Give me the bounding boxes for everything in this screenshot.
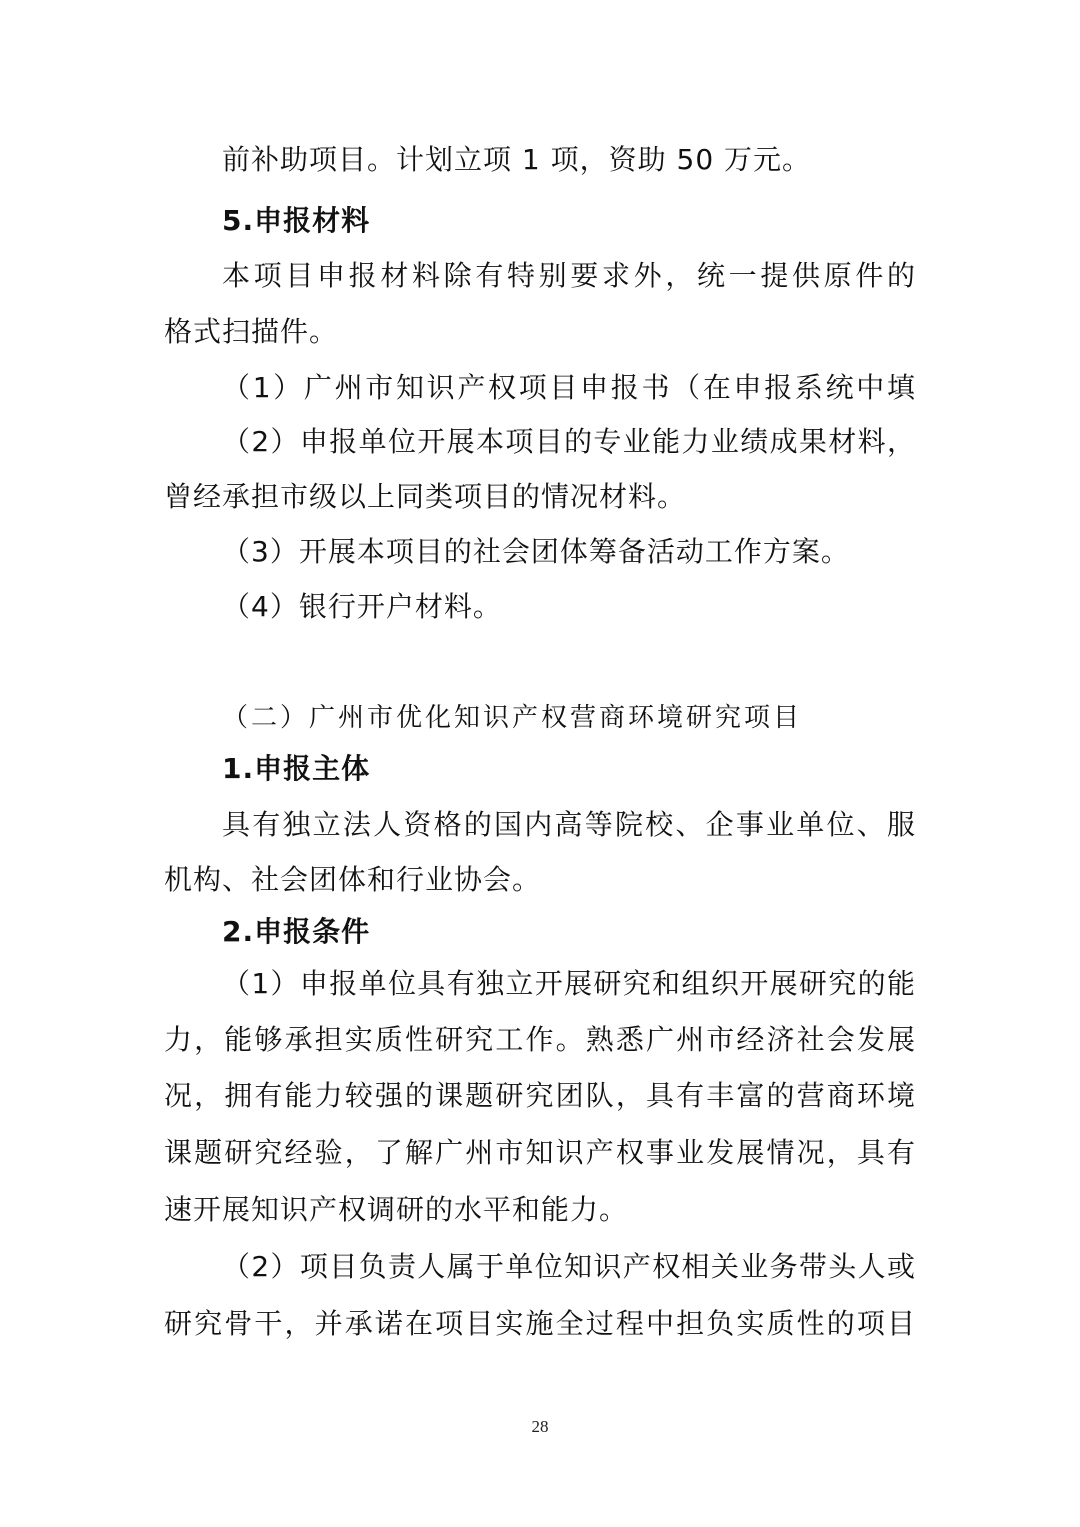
paragraph-line: 机构、社会团体和行业协会。: [164, 863, 542, 896]
paragraph-line: 格式扫描件。: [164, 315, 339, 348]
heading-application-materials: 5.申报材料: [222, 204, 371, 237]
paragraph-line: 课题研究经验，了解广州市知识产权事业发展情况，具有: [164, 1136, 916, 1169]
list-item: （1）广州市知识产权项目申报书（在申报系统中填: [222, 371, 916, 404]
heading-application-conditions: 2.申报条件: [222, 915, 371, 948]
heading-applicant: 1.申报主体: [222, 752, 371, 785]
paragraph-line: 前补助项目。计划立项 1 项，资助 50 万元。: [222, 143, 812, 176]
paragraph-line: 具有独立法人资格的国内高等院校、企事业单位、服: [222, 808, 916, 841]
paragraph-line: 本项目申报材料除有特别要求外，统一提供原件的: [222, 259, 916, 292]
paragraph-line: 曾经承担市级以上同类项目的情况材料。: [164, 480, 687, 513]
list-item: （1）申报单位具有独立开展研究和组织开展研究的能: [222, 967, 916, 1000]
page-number: 28: [531, 1417, 549, 1436]
paragraph-line: 速开展知识产权调研的水平和能力。: [164, 1193, 629, 1226]
list-item: （4）银行开户材料。: [222, 590, 502, 623]
list-item: （2）项目负责人属于单位知识产权相关业务带头人或: [222, 1250, 916, 1283]
paragraph-line: 力，能够承担实质性研究工作。熟悉广州市经济社会发展: [164, 1023, 916, 1056]
section-heading: （二）广州市优化知识产权营商环境研究项目: [222, 703, 803, 733]
list-item: （2）申报单位开展本项目的专业能力业绩成果材料，: [222, 425, 916, 458]
paragraph-line: 况，拥有能力较强的课题研究团队，具有丰富的营商环境: [164, 1079, 916, 1112]
list-item: （3）开展本项目的社会团体筹备活动工作方案。: [222, 535, 850, 568]
paragraph-line: 研究骨干，并承诺在项目实施全过程中担负实质性的项目: [164, 1307, 916, 1340]
